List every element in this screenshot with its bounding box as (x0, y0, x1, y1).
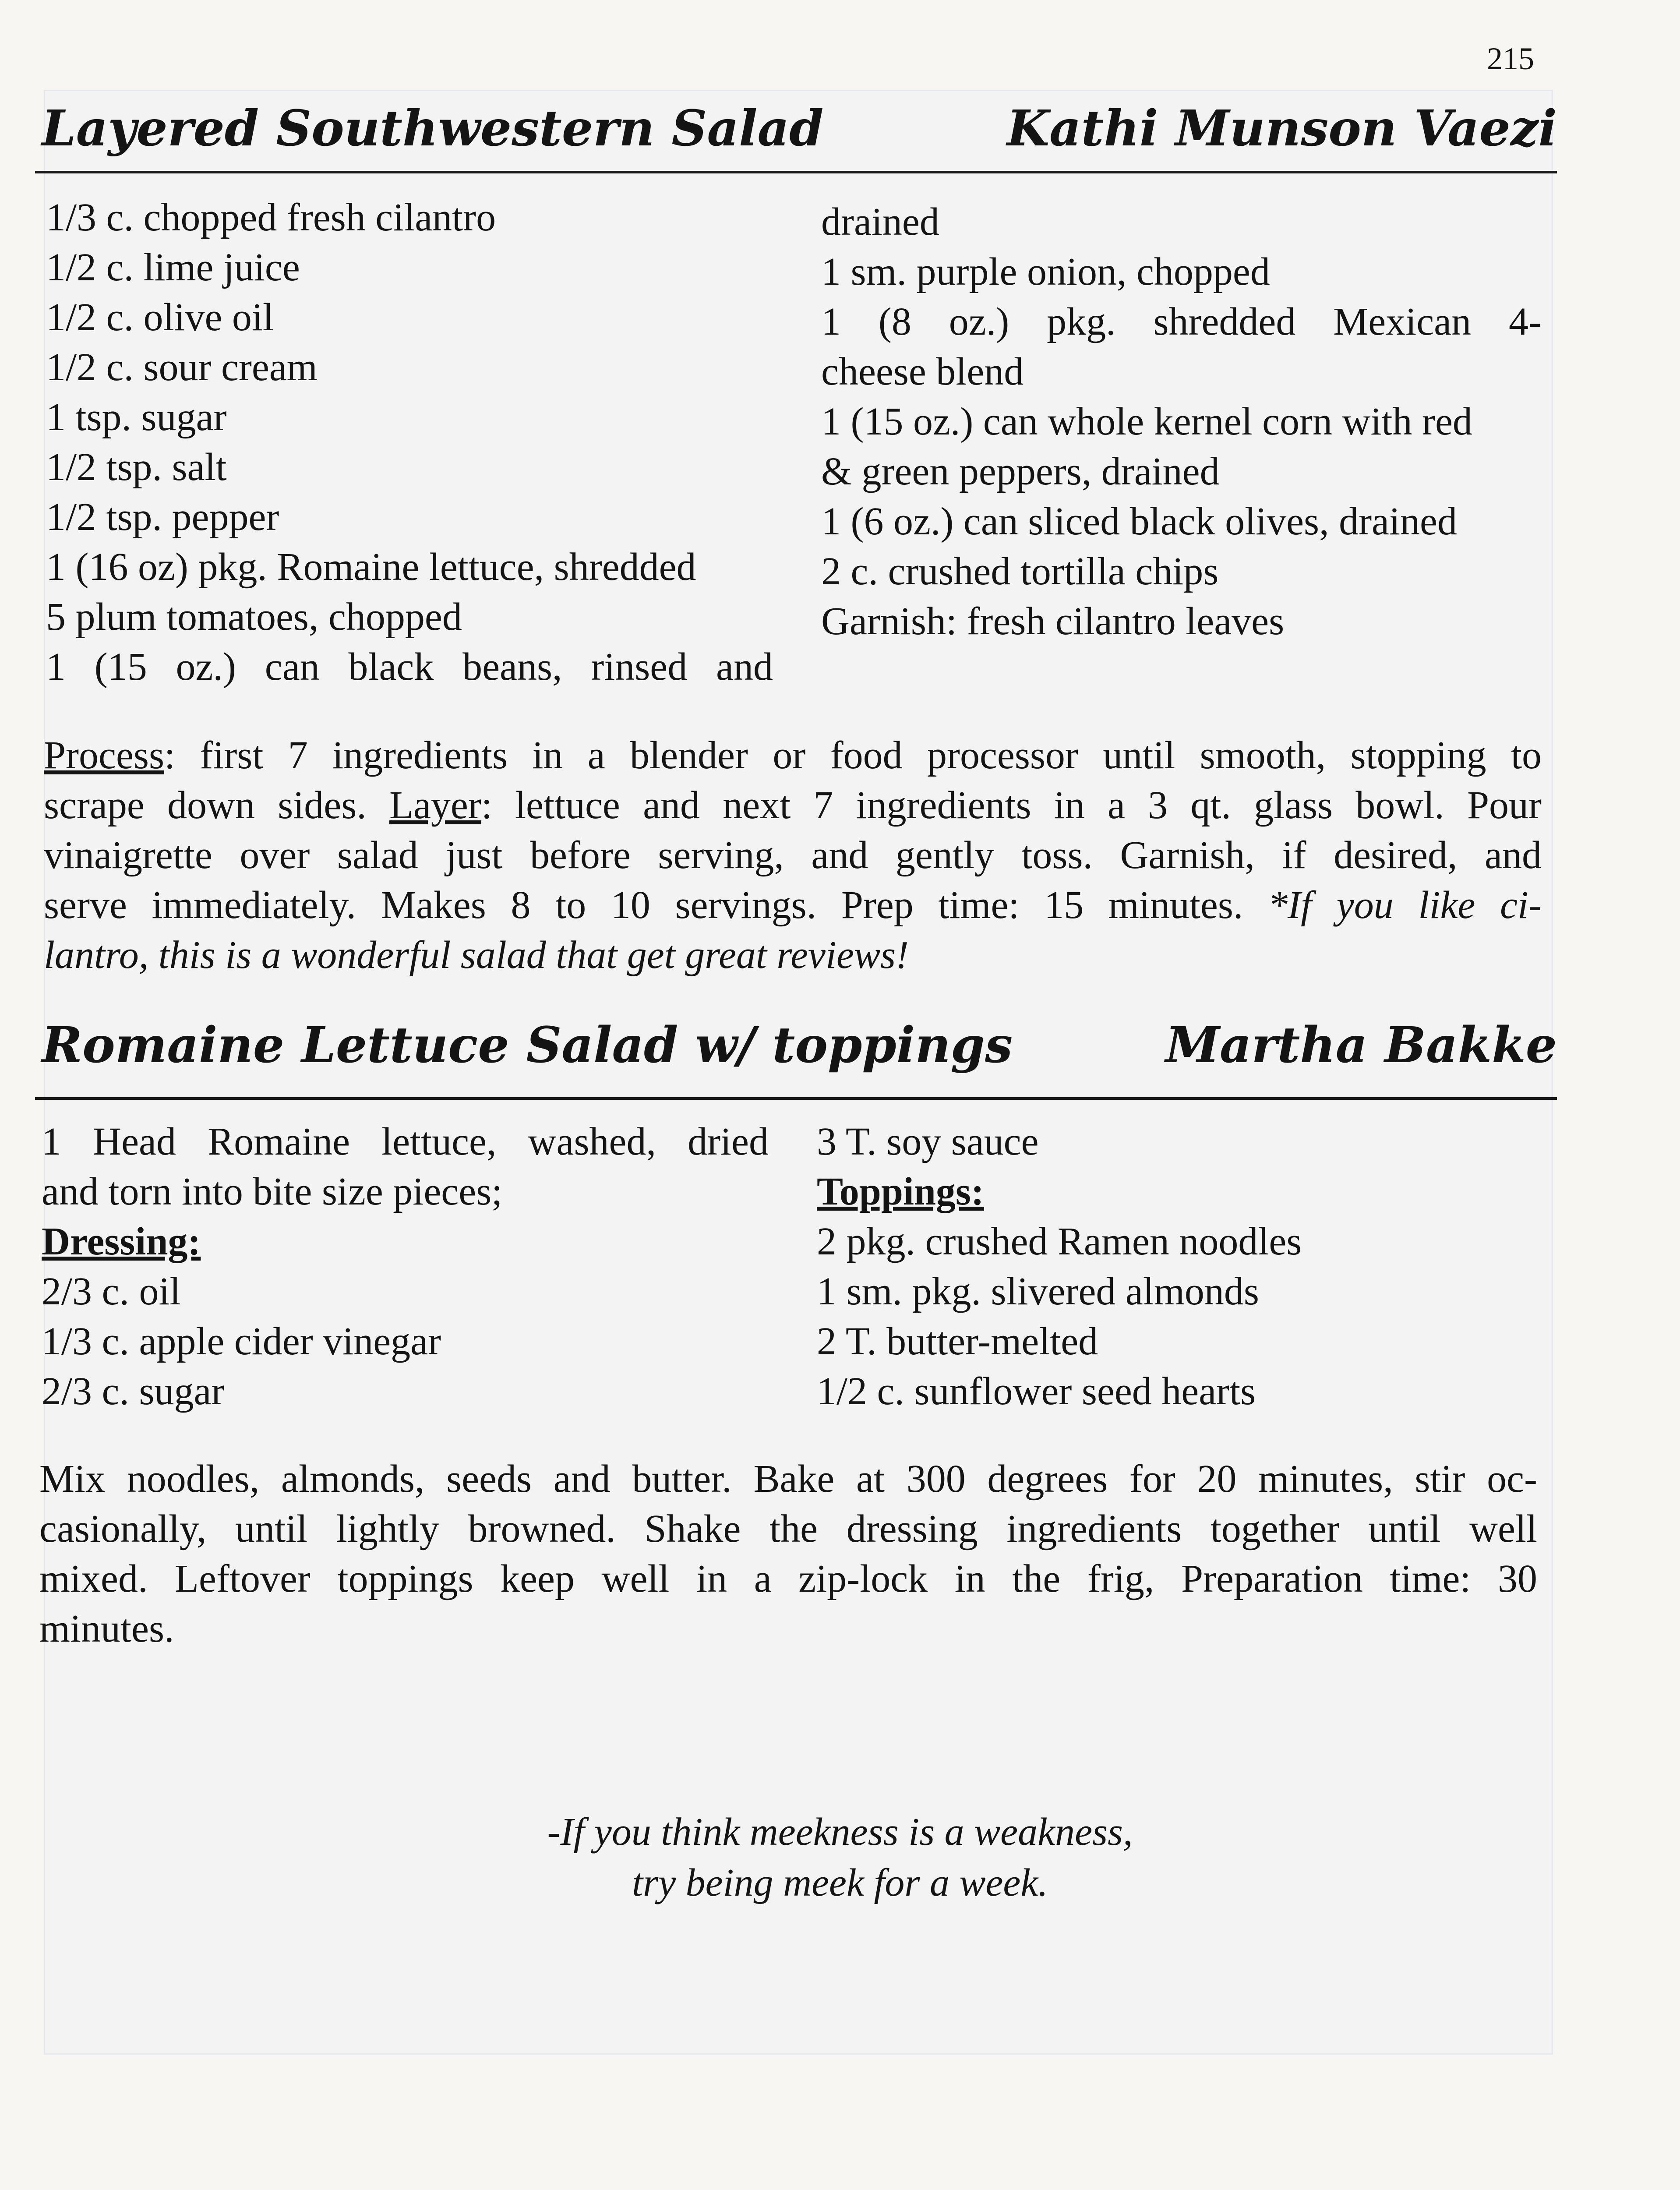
ingredient-line: 2 c. crushed tortilla chips (821, 550, 1219, 593)
instruction-text: scrape down sides. (44, 784, 389, 827)
process-label: Process (44, 734, 164, 777)
recipe2-author: Martha Bakke (1165, 1017, 1557, 1074)
instruction-line: Mix noodles, almonds, seeds and butter. Bake at 300 degrees for 20 minutes, stir oc- (39, 1457, 1537, 1501)
ingredient-line: 2 T. butter-melted (817, 1320, 1098, 1363)
ingredient-line: 1/2 c. lime juice (46, 246, 300, 289)
ingredient-line: 3 T. soy sauce (817, 1120, 1039, 1163)
ingredient-line: 1/3 c. chopped fresh cilantro (46, 196, 496, 239)
ingredient-line: 1/2 c. sour cream (46, 346, 318, 389)
ingredient-line: 1/2 c. sunflower seed hearts (817, 1370, 1256, 1413)
ingredient-line: 2/3 c. oil (42, 1270, 181, 1313)
recipe1-instructions (44, 731, 1542, 980)
ingredient-line: 1 sm. pkg. slivered almonds (817, 1270, 1259, 1313)
ingredient-line: 2 pkg. crushed Ramen noodles (817, 1220, 1302, 1263)
ingredient-line: Garnish: fresh cilantro leaves (821, 600, 1285, 643)
ingredient-line: 1 sm. purple onion, chopped (821, 250, 1270, 293)
recipe2-header (42, 1018, 1557, 1072)
instruction-line: mixed. Leftover toppings keep well in a zip-lock in the frig, Preparation time: 30 (39, 1557, 1537, 1600)
recipe1-ingredients-right (821, 197, 1542, 646)
ingredient-line: 1/2 tsp. salt (46, 445, 227, 489)
ingredient-line: cheese blend (821, 350, 1024, 393)
ingredient-line: 1 (8 oz.) pkg. shredded Mexican 4- (821, 300, 1542, 343)
recipe2-ingredients-left (42, 1117, 769, 1416)
instruction-text: serve immediately. Makes 8 to 10 servings. Prep time: 15 minutes. (44, 883, 1268, 927)
quote-line: -If you think meekness is a weakness, (547, 1810, 1133, 1854)
instruction-line (44, 731, 1542, 781)
recipe1-divider (35, 171, 1557, 173)
ingredient-line: drained (821, 200, 939, 244)
layer-text: : lettuce and next 7 ingredients in a 3 qt. glass bowl. Pour (481, 784, 1542, 827)
instruction-line (44, 880, 1542, 930)
ingredient-line: 1 (16 oz) pkg. Romaine lettuce, shredded (46, 545, 696, 589)
instruction-line: minutes. (39, 1607, 174, 1650)
recipe1-author: Kathi Munson Vaezi (1006, 100, 1557, 157)
closing-quote (0, 1807, 1680, 1908)
instruction-line (44, 781, 1542, 830)
ingredient-line: 1/2 c. olive oil (46, 296, 274, 339)
recipe2-divider (35, 1097, 1557, 1100)
ingredient-line: 1/3 c. apple cider vinegar (42, 1320, 441, 1363)
ingredient-line: and torn into bite size pieces; (42, 1170, 503, 1213)
instruction-line: casionally, until lightly browned. Shake the dressing ingredients together until well (39, 1507, 1537, 1551)
recipe2-ingredients-right (817, 1117, 1544, 1416)
ingredient-line: 1/2 tsp. pepper (46, 495, 279, 539)
recipe2-title: Romaine Lettuce Salad w/ toppings (42, 1017, 1013, 1074)
ingredient-line: 1 (15 oz.) can whole kernel corn with red (821, 400, 1472, 443)
ingredient-line: 1 Head Romaine lettuce, washed, dried (42, 1120, 769, 1163)
quote-line: try being meek for a week. (632, 1861, 1048, 1904)
toppings-heading: Toppings: (817, 1170, 984, 1213)
ingredient-line: 1 (15 oz.) can black beans, rinsed and (46, 645, 773, 689)
recipe1-title: Layered Southwestern Salad (42, 100, 824, 157)
ingredient-line: 1 tsp. sugar (46, 396, 227, 439)
ingredient-line: 2/3 c. sugar (42, 1370, 225, 1413)
page-number: 215 (1487, 41, 1534, 76)
ingredient-line: 5 plum tomatoes, chopped (46, 595, 462, 639)
instruction-line: vinaigrette over salad just before serving, and gently toss. Garnish, if desired, and (44, 834, 1542, 877)
ingredient-line: & green peppers, drained (821, 450, 1220, 493)
instruction-note-line: lantro, this is a wonderful salad that get great reviews! (44, 933, 909, 977)
ingredient-line: 1 (6 oz.) can sliced black olives, drained (821, 500, 1457, 543)
recipe1-header (42, 102, 1557, 155)
process-text: : first 7 ingredients in a blender or food processor until smooth, stopping to (164, 734, 1542, 777)
recipe2-instructions (39, 1454, 1537, 1654)
instruction-note: *If you like ci- (1268, 883, 1542, 927)
layer-label: Layer (389, 784, 481, 827)
recipe1-ingredients-left (46, 193, 773, 692)
dressing-heading: Dressing: (42, 1220, 201, 1263)
